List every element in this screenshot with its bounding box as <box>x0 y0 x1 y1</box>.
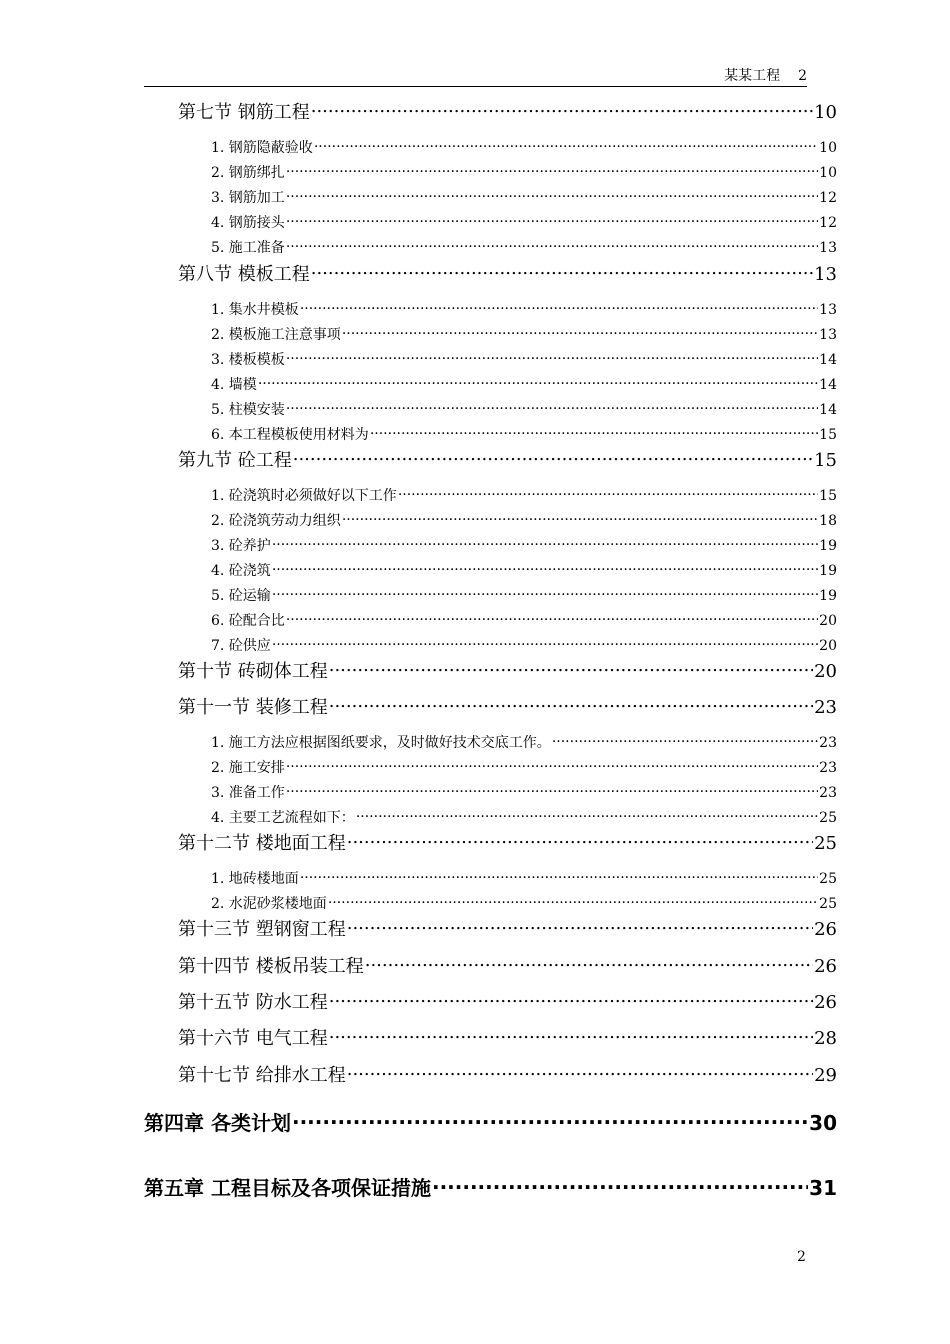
toc-item[interactable] <box>211 511 837 530</box>
toc-item[interactable] <box>211 400 837 419</box>
dot-leader <box>356 808 818 822</box>
toc-entry-title: 4. 主要工艺流程如下： <box>211 810 355 826</box>
dot-leader <box>329 1026 813 1044</box>
toc-page-number: 25 <box>819 810 837 826</box>
toc-page-number: 26 <box>814 919 837 940</box>
toc-section[interactable] <box>178 954 837 978</box>
toc-chapter[interactable] <box>144 1175 837 1201</box>
toc-item[interactable] <box>211 561 837 580</box>
dot-leader <box>432 1175 808 1195</box>
toc-page-number: 20 <box>814 661 837 682</box>
toc-section[interactable] <box>178 659 837 683</box>
dot-leader <box>272 536 818 550</box>
toc-section[interactable] <box>178 262 837 286</box>
toc-page-number: 15 <box>819 488 837 504</box>
toc-page-number: 13 <box>814 264 837 285</box>
toc-item[interactable] <box>211 425 837 444</box>
dot-leader <box>272 586 818 600</box>
dot-leader <box>314 138 818 152</box>
toc-section[interactable] <box>178 1026 837 1050</box>
toc-entry-title: 4. 钢筋接头 <box>211 215 285 231</box>
toc-page-number: 20 <box>819 638 837 654</box>
toc-item[interactable] <box>211 300 837 319</box>
toc-section[interactable] <box>178 695 837 719</box>
footer-page-number: 2 <box>797 1249 806 1265</box>
toc-item[interactable] <box>211 350 837 369</box>
toc-entry-title: 3. 砼养护 <box>211 538 271 554</box>
toc-entry-title: 6. 本工程模板使用材料为 <box>211 427 369 443</box>
toc-entry-title: 第七节 钢筋工程 <box>178 102 310 123</box>
toc-item[interactable] <box>211 375 837 394</box>
toc-entry-title: 4. 墙模 <box>211 377 257 393</box>
toc-entry-title: 5. 施工准备 <box>211 240 285 256</box>
toc-item[interactable] <box>211 138 837 157</box>
toc-chapter[interactable] <box>144 1110 837 1136</box>
toc-page-number: 10 <box>819 165 837 181</box>
toc-item[interactable] <box>211 733 837 752</box>
dot-leader <box>272 561 818 575</box>
toc-page-number: 12 <box>819 215 837 231</box>
toc-page-number: 15 <box>819 427 837 443</box>
dot-leader <box>300 869 818 883</box>
dot-leader <box>286 400 818 414</box>
toc-item[interactable] <box>211 636 837 655</box>
toc-entry-title: 5. 砼运输 <box>211 588 271 604</box>
toc-page-number: 25 <box>819 871 837 887</box>
toc-page-number: 13 <box>819 302 837 318</box>
toc-entry-title: 第四章 各类计划 <box>144 1111 291 1135</box>
toc-item[interactable] <box>211 188 837 207</box>
toc-entry-title: 第九节 砼工程 <box>178 450 292 471</box>
dot-leader <box>258 375 818 389</box>
toc-entry-title: 7. 砼供应 <box>211 638 271 654</box>
toc-entry-title: 1. 施工方法应根据图纸要求，及时做好技术交底工作。 <box>211 735 551 751</box>
dot-leader <box>347 917 813 935</box>
dot-leader <box>329 659 813 677</box>
dot-leader <box>347 831 813 849</box>
toc-page-number: 26 <box>814 956 837 977</box>
toc-entry-title: 第五章 工程目标及各项保证措施 <box>144 1176 431 1200</box>
dot-leader <box>286 350 818 364</box>
toc-section[interactable] <box>178 917 837 941</box>
toc-item[interactable] <box>211 758 837 777</box>
dot-leader <box>286 163 818 177</box>
toc-item[interactable] <box>211 238 837 257</box>
dot-leader <box>342 511 818 525</box>
toc-page-number: 15 <box>814 450 837 471</box>
dot-leader <box>272 636 818 650</box>
dot-leader <box>292 1110 808 1130</box>
toc-page-number: 13 <box>819 327 837 343</box>
toc-entry-title: 2. 水泥砂浆楼地面 <box>211 896 327 912</box>
toc-entry-title: 2. 模板施工注意事项 <box>211 327 341 343</box>
toc-entry-title: 第十四节 楼板吊装工程 <box>178 956 364 977</box>
dot-leader <box>552 733 818 747</box>
dot-leader <box>328 894 818 908</box>
dot-leader <box>286 758 818 772</box>
toc-item[interactable] <box>211 586 837 605</box>
toc-page-number: 29 <box>814 1065 837 1086</box>
toc-page-number: 23 <box>819 785 837 801</box>
dot-leader <box>311 100 813 118</box>
toc-page-number: 25 <box>814 833 837 854</box>
dot-leader <box>370 425 818 439</box>
toc-entry-title: 4. 砼浇筑 <box>211 563 271 579</box>
header-title: 某某工程 <box>724 68 781 84</box>
toc-entry-title: 第十三节 塑钢窗工程 <box>178 919 346 940</box>
toc-entry-title: 1. 砼浇筑时必须做好以下工作 <box>211 488 397 504</box>
toc-page-number: 23 <box>814 697 837 718</box>
toc-page-number: 13 <box>819 240 837 256</box>
toc-item[interactable] <box>211 611 837 630</box>
toc-section[interactable] <box>178 100 837 124</box>
toc-item[interactable] <box>211 163 837 182</box>
toc-entry-title: 1. 地砖楼地面 <box>211 871 299 887</box>
toc-entry-title: 第十节 砖砌体工程 <box>178 661 328 682</box>
toc-page-number: 20 <box>819 613 837 629</box>
toc-page-number: 28 <box>814 1028 837 1049</box>
toc-item[interactable] <box>211 536 837 555</box>
dot-leader <box>329 695 813 713</box>
header-page-number: 2 <box>798 68 807 84</box>
toc-entry-title: 第十二节 楼地面工程 <box>178 833 346 854</box>
toc-entry-title: 2. 砼浇筑劳动力组织 <box>211 513 341 529</box>
toc-page-number: 19 <box>819 588 837 604</box>
dot-leader <box>286 611 818 625</box>
dot-leader <box>300 300 818 314</box>
toc-entry-title: 1. 钢筋隐蔽验收 <box>211 140 313 156</box>
toc-page-number: 31 <box>809 1176 837 1200</box>
toc-page-number: 18 <box>819 513 837 529</box>
toc-entry-title: 3. 钢筋加工 <box>211 190 285 206</box>
toc-entry-title: 3. 楼板模板 <box>211 352 285 368</box>
dot-leader <box>286 188 818 202</box>
toc-entry-title: 第十一节 装修工程 <box>178 697 328 718</box>
toc-page-number: 26 <box>814 992 837 1013</box>
toc-section[interactable] <box>178 448 837 472</box>
toc-page-number: 12 <box>819 190 837 206</box>
toc-entry-title: 第八节 模板工程 <box>178 264 310 285</box>
toc-page-number: 14 <box>819 377 837 393</box>
toc-section[interactable] <box>178 1063 837 1087</box>
toc-page-number: 10 <box>819 140 837 156</box>
toc-page-number: 19 <box>819 538 837 554</box>
toc-page-number: 14 <box>819 352 837 368</box>
toc-page-number: 19 <box>819 563 837 579</box>
toc-page-number: 10 <box>814 102 837 123</box>
toc-item[interactable] <box>211 486 837 505</box>
toc-page-number: 25 <box>819 896 837 912</box>
toc-entry-title: 第十七节 给排水工程 <box>178 1065 346 1086</box>
toc-entry-title: 第十五节 防水工程 <box>178 992 328 1013</box>
dot-leader <box>286 213 818 227</box>
toc-item[interactable] <box>211 325 837 344</box>
toc-entry-title: 第十六节 电气工程 <box>178 1028 328 1049</box>
toc-item[interactable] <box>211 808 837 827</box>
toc-section[interactable] <box>178 831 837 855</box>
dot-leader <box>365 954 813 972</box>
dot-leader <box>311 262 813 280</box>
dot-leader <box>293 448 813 466</box>
toc-section[interactable] <box>178 990 837 1014</box>
toc-page-number: 23 <box>819 760 837 776</box>
toc-item[interactable] <box>211 213 837 232</box>
toc-page-number: 30 <box>809 1111 837 1135</box>
dot-leader <box>286 783 818 797</box>
dot-leader <box>329 990 813 1008</box>
toc-entry-title: 1. 集水井模板 <box>211 302 299 318</box>
dot-leader <box>342 325 818 339</box>
toc-entry-title: 2. 钢筋绑扎 <box>211 165 285 181</box>
toc-page-number: 23 <box>819 735 837 751</box>
toc-entry-title: 6. 砼配合比 <box>211 613 285 629</box>
toc-entry-title: 2. 施工安排 <box>211 760 285 776</box>
toc-entry-title: 5. 柱模安装 <box>211 402 285 418</box>
toc-entry-title: 3. 准备工作 <box>211 785 285 801</box>
dot-leader <box>398 486 818 500</box>
dot-leader <box>347 1063 813 1081</box>
toc-item[interactable] <box>211 783 837 802</box>
toc-item[interactable] <box>211 894 837 913</box>
toc-item[interactable] <box>211 869 837 888</box>
toc-page-number: 14 <box>819 402 837 418</box>
dot-leader <box>286 238 818 252</box>
